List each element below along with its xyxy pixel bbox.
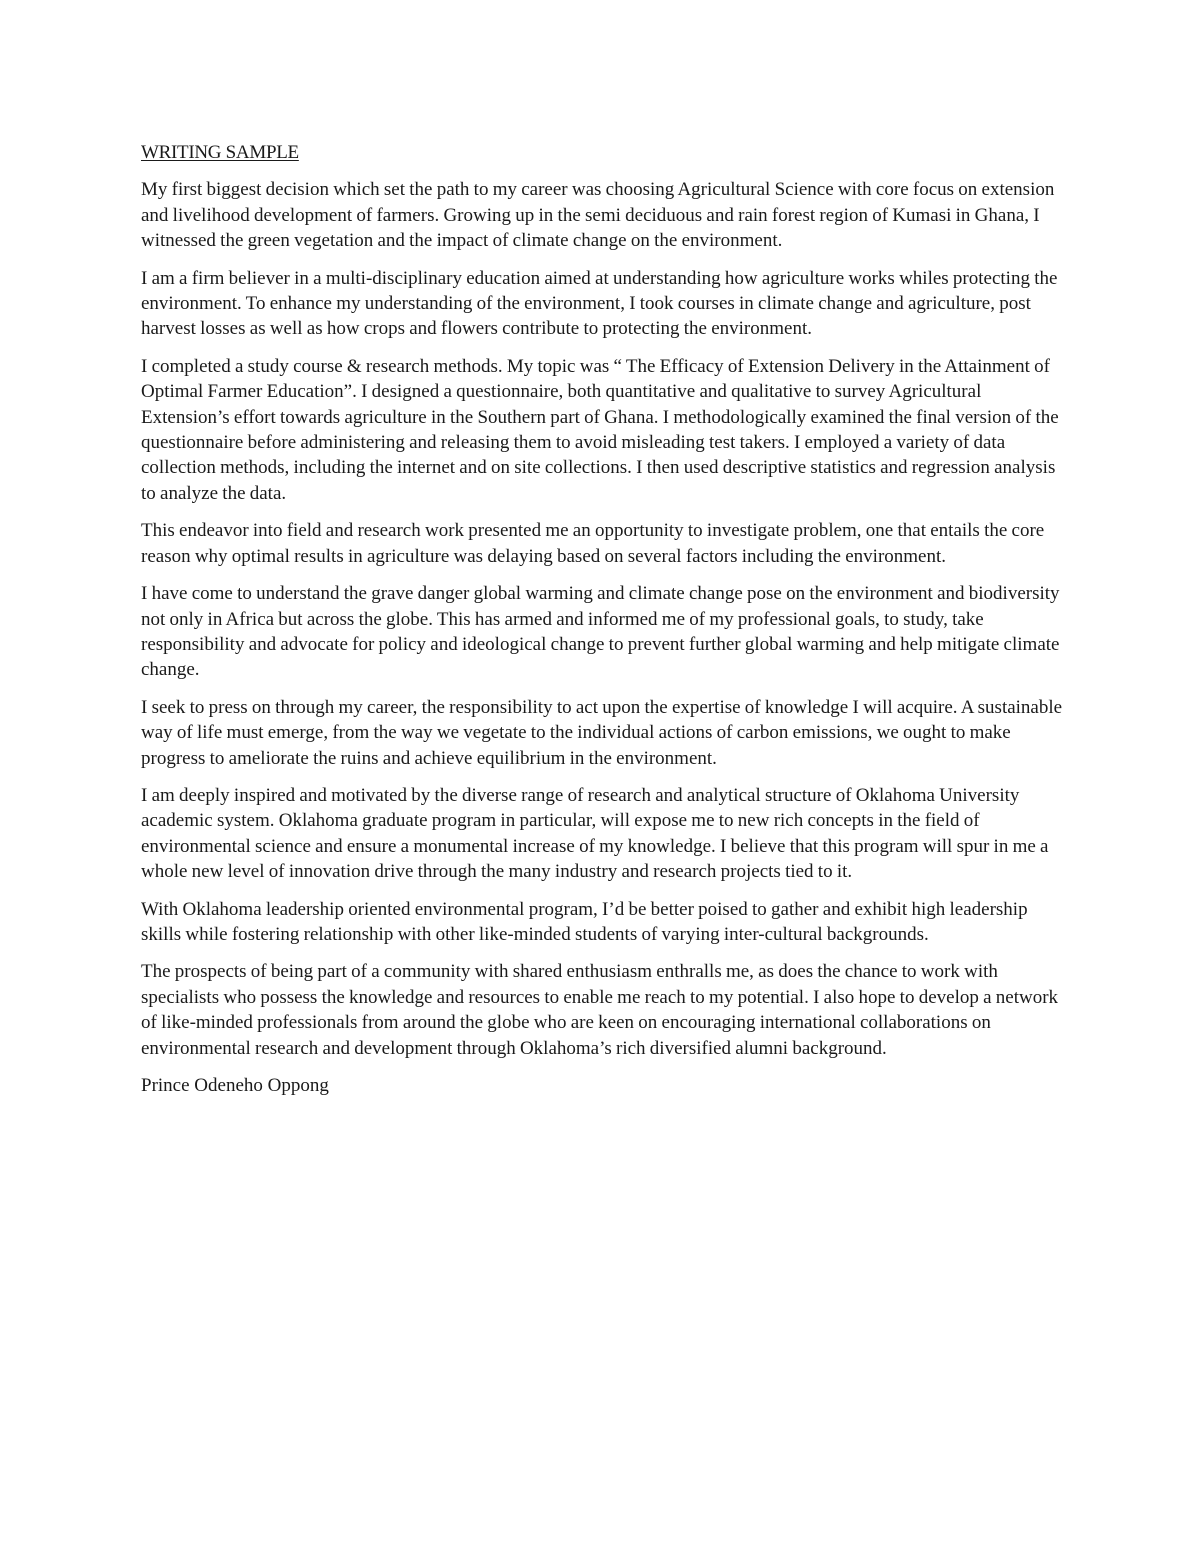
paragraph-1: My first biggest decision which set the path to my career was choosing Agricultural Science with core focus on extension and livelihood development of farmers. Growing up in the semi deciduous and rain forest region of Kumasi in Ghana, I witnessed the green vegetation and the impact of climate change on the environment. — [141, 179, 1055, 252]
paragraph-4: This endeavor into field and research work presented me an opportunity to investigate problem, one that entails the core reason why optimal results in agriculture was delaying based on several factors including the environment. — [141, 520, 1045, 567]
paragraph-8: With Oklahoma leadership oriented environmental program, I’d be better poised to gather and exhibit high leadership skills while fostering relationship with other like-minded students of varying inter-cultural backgrounds. — [141, 898, 1028, 945]
paragraph-9: The prospects of being part of a community with shared enthusiasm enthralls me, as does the chance to work with specialists who possess the knowledge and resources to enable me reach to my potential. I also hope to develop a network of like-minded professionals from around the globe who are keen on encouraging international collaborations on environmental research and development through Oklahoma’s rich diversified alumni background. — [141, 961, 1059, 1059]
paragraph-3: I completed a study course & research methods. My topic was “ The Efficacy of Extension Delivery in the Attainment of Optimal Farmer Education”. I designed a questionnaire, both quantitative and qualitative to survey Agricultural Extension’s effort towards agriculture in the Southern part of Ghana. I methodologically examined the final version of the questionnaire before administering and releasing them to avoid misleading test takers. I employed a variety of data collection methods, including the internet and on site collections. I then used descriptive statistics and regression analysis to analyze the data. — [141, 355, 1059, 504]
signature: Prince Odeneho Oppong — [141, 1075, 329, 1096]
document-body — [141, 140, 1066, 1098]
paragraph-5: I have come to understand the grave danger global warming and climate change pose on the environment and biodiversity not only in Africa but across the globe. This has armed and informed me of my professional goals, to study, take responsibility and advocate for policy and ideological change to prevent further global warming and help mitigate climate change. — [141, 583, 1060, 681]
document-heading: WRITING SAMPLE — [141, 142, 299, 163]
paragraph-2: I am a firm believer in a multi-disciplinary education aimed at understanding how agriculture works whiles protecting the environment. To enhance my understanding of the environment, I took courses in climate change and agriculture, post harvest losses as well as how crops and flowers contribute to protecting the environment. — [141, 267, 1058, 340]
paragraph-7: I am deeply inspired and motivated by the diverse range of research and analytical structure of Oklahoma University academic system. Oklahoma graduate program in particular, will expose me to new rich concepts in the field of environmental science and ensure a monumental increase of my knowledge. I believe that this program will spur in me a whole new level of innovation drive through the many industry and research projects tied to it. — [141, 784, 1049, 883]
paragraph-6: I seek to press on through my career, the responsibility to act upon the expertise of knowledge I will acquire. A sustainable way of life must emerge, from the way we vegetate to the individual actions of carbon emissions, we ought to make progress to ameliorate the ruins and achieve equilibrium in the environment. — [141, 696, 1063, 769]
